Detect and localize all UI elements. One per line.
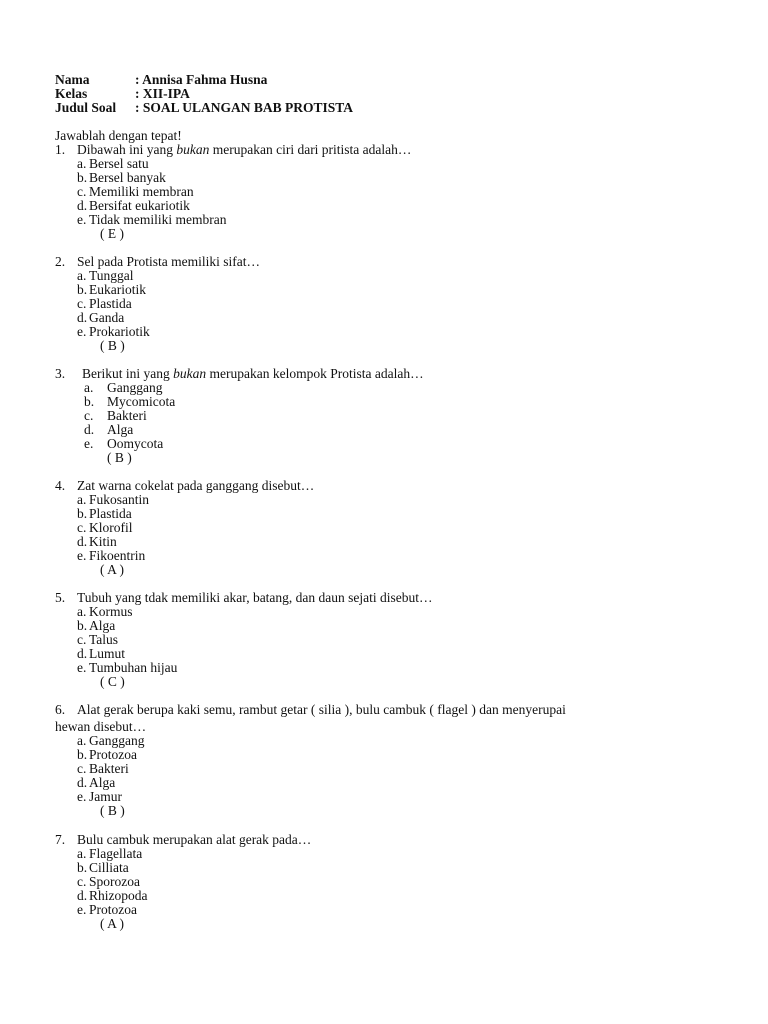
option-letter: d. [77, 198, 88, 213]
field-value: : SOAL ULANGAN BAB PROTISTA [135, 100, 354, 115]
option-text: Rhizopoda [89, 888, 148, 903]
option-text: Oomycota [107, 436, 164, 451]
option-text: Cilliata [89, 860, 129, 875]
option-letter: c. [77, 296, 87, 311]
option-text: Klorofil [89, 520, 133, 535]
question-text [77, 366, 424, 381]
option-text: Talus [89, 632, 119, 647]
option-a [55, 734, 745, 748]
answer-key: ( A ) [100, 562, 125, 577]
option-letter: e. [77, 902, 87, 917]
question-line [55, 479, 745, 493]
question-text-emphasis: bukan [176, 142, 210, 157]
option-text: Fukosantin [89, 492, 150, 507]
option-text: Mycomicota [107, 394, 176, 409]
option-c [55, 875, 745, 889]
option-text: Fikoentrin [89, 548, 146, 563]
option-letter: d. [77, 888, 88, 903]
field-value: : Annisa Fahma Husna [135, 72, 268, 87]
field-label: Nama [55, 72, 90, 87]
option-c [55, 521, 745, 535]
option-text: Jamur [89, 789, 122, 804]
option-letter: e. [77, 324, 87, 339]
question-line [55, 367, 745, 381]
option-letter: c. [77, 761, 87, 776]
question-number: 3. [55, 366, 66, 381]
option-text: Flagellata [89, 846, 143, 861]
field-label: Judul Soal [55, 100, 117, 115]
option-letter: a. [77, 156, 87, 171]
question-text: Alat gerak berupa kaki semu, rambut getar ( silia ), bulu cambuk ( flagel ) dan menyerupai [77, 702, 566, 717]
option-letter: d. [77, 534, 88, 549]
option-text: Tumbuhan hijau [89, 660, 178, 675]
option-b [55, 748, 745, 762]
option-letter: a. [77, 268, 87, 283]
question-text: Bulu cambuk merupakan alat gerak pada… [77, 832, 312, 847]
question-text-before: Berikut ini yang [82, 366, 174, 381]
question-2 [55, 255, 745, 353]
question-number: 7. [55, 832, 66, 847]
question-number: 1. [55, 142, 66, 157]
option-text: Kormus [89, 604, 133, 619]
answer-key: ( B ) [100, 338, 125, 353]
option-letter: b. [77, 170, 88, 185]
question-text [77, 142, 411, 157]
option-a [55, 157, 745, 171]
option-e [55, 549, 745, 563]
option-letter: c. [77, 874, 87, 889]
option-text: Alga [107, 422, 134, 437]
question-text: Tubuh yang tdak memiliki akar, batang, dan daun sejati disebut… [77, 590, 433, 605]
option-letter: d. [77, 310, 88, 325]
option-b [55, 395, 745, 409]
question-number: 2. [55, 254, 66, 269]
option-d [55, 776, 745, 790]
option-text: Eukariotik [89, 282, 146, 297]
question-3 [55, 367, 745, 465]
option-e [55, 437, 745, 451]
field-label: Kelas [55, 86, 88, 101]
option-d [55, 423, 745, 437]
field-value: : XII-IPA [135, 86, 190, 101]
question-text-emphasis: bukan [173, 366, 207, 381]
option-d [55, 889, 745, 903]
answer-key: ( A ) [100, 916, 125, 931]
option-e [55, 661, 745, 675]
question-text: Zat warna cokelat pada ganggang disebut… [77, 478, 315, 493]
answer-key: ( B ) [100, 803, 125, 818]
option-letter: d. [77, 775, 88, 790]
question-number: 5. [55, 590, 66, 605]
option-text: Ganda [89, 310, 125, 325]
option-d [55, 311, 745, 325]
option-letter: e. [77, 212, 87, 227]
option-text: Kitin [89, 534, 117, 549]
exam-content [55, 73, 745, 931]
option-text: Bersel banyak [89, 170, 166, 185]
question-line [55, 143, 745, 157]
question-line [55, 833, 745, 847]
header-row-kelas [55, 87, 745, 101]
option-letter: a. [77, 604, 87, 619]
option-text: Bersifat eukariotik [89, 198, 190, 213]
option-text: Alga [89, 618, 116, 633]
option-letter: c. [77, 520, 87, 535]
option-letter: b. [77, 506, 88, 521]
question-text-after: merupakan ciri dari pritista adalah… [209, 142, 412, 157]
option-letter: a. [77, 846, 87, 861]
question-5 [55, 591, 745, 689]
option-letter: e. [84, 436, 94, 451]
option-e [55, 213, 745, 227]
option-text: Prokariotik [89, 324, 150, 339]
option-letter: d. [77, 646, 88, 661]
option-text: Tunggal [89, 268, 134, 283]
question-text-continued: hewan disebut… [55, 719, 147, 734]
header-row-judul-soal [55, 101, 745, 115]
option-a [55, 381, 745, 395]
question-line [55, 703, 745, 717]
option-letter: b. [77, 618, 88, 633]
option-a [55, 605, 745, 619]
option-a [55, 847, 745, 861]
option-a [55, 493, 745, 507]
option-d [55, 535, 745, 549]
option-b [55, 507, 745, 521]
option-letter: b. [77, 860, 88, 875]
question-line [55, 255, 745, 269]
option-text: Plastida [89, 506, 132, 521]
option-text: Lumut [89, 646, 125, 661]
option-text: Alga [89, 775, 116, 790]
option-letter: b. [77, 747, 88, 762]
instruction-text: Jawablah dengan tepat! [55, 128, 182, 143]
question-1 [55, 143, 745, 241]
question-number: 6. [55, 702, 66, 717]
answer-key: ( B ) [107, 450, 132, 465]
option-text: Bakteri [107, 408, 147, 423]
option-text: Ganggang [89, 733, 145, 748]
option-letter: a. [84, 380, 94, 395]
option-letter: a. [77, 492, 87, 507]
option-text: Memiliki membran [89, 184, 194, 199]
option-e [55, 903, 745, 917]
option-a [55, 269, 745, 283]
question-4 [55, 479, 745, 577]
header-row-nama [55, 73, 745, 87]
exam-header [55, 73, 745, 115]
question-6 [55, 703, 745, 818]
option-e [55, 325, 745, 339]
option-letter: d. [84, 422, 95, 437]
question-line [55, 591, 745, 605]
option-b [55, 619, 745, 633]
answer-key: ( C ) [100, 674, 125, 689]
option-c [55, 185, 745, 199]
option-c [55, 297, 745, 311]
option-c [55, 633, 745, 647]
option-text: Protozoa [89, 902, 137, 917]
option-letter: e. [77, 548, 87, 563]
option-text: Bersel satu [89, 156, 149, 171]
question-text-after: merupakan kelompok Protista adalah… [206, 366, 424, 381]
option-text: Protozoa [89, 747, 137, 762]
option-d [55, 199, 745, 213]
option-letter: e. [77, 660, 87, 675]
option-letter: b. [84, 394, 95, 409]
question-text: Sel pada Protista memiliki sifat… [77, 254, 260, 269]
option-c [55, 762, 745, 776]
option-c [55, 409, 745, 423]
option-b [55, 283, 745, 297]
option-letter: e. [77, 789, 87, 804]
option-letter: c. [84, 408, 94, 423]
question-7 [55, 833, 745, 931]
option-letter: c. [77, 632, 87, 647]
option-text: Tidak memiliki membran [89, 212, 227, 227]
option-d [55, 647, 745, 661]
question-number: 4. [55, 478, 66, 493]
option-e [55, 790, 745, 804]
option-letter: b. [77, 282, 88, 297]
option-text: Plastida [89, 296, 132, 311]
option-b [55, 861, 745, 875]
option-text: Ganggang [107, 380, 163, 395]
question-text-before: Dibawah ini yang [77, 142, 177, 157]
option-text: Sporozoa [89, 874, 140, 889]
option-letter: c. [77, 184, 87, 199]
answer-key: ( E ) [100, 226, 124, 241]
option-text: Bakteri [89, 761, 129, 776]
option-b [55, 171, 745, 185]
option-letter: a. [77, 733, 87, 748]
